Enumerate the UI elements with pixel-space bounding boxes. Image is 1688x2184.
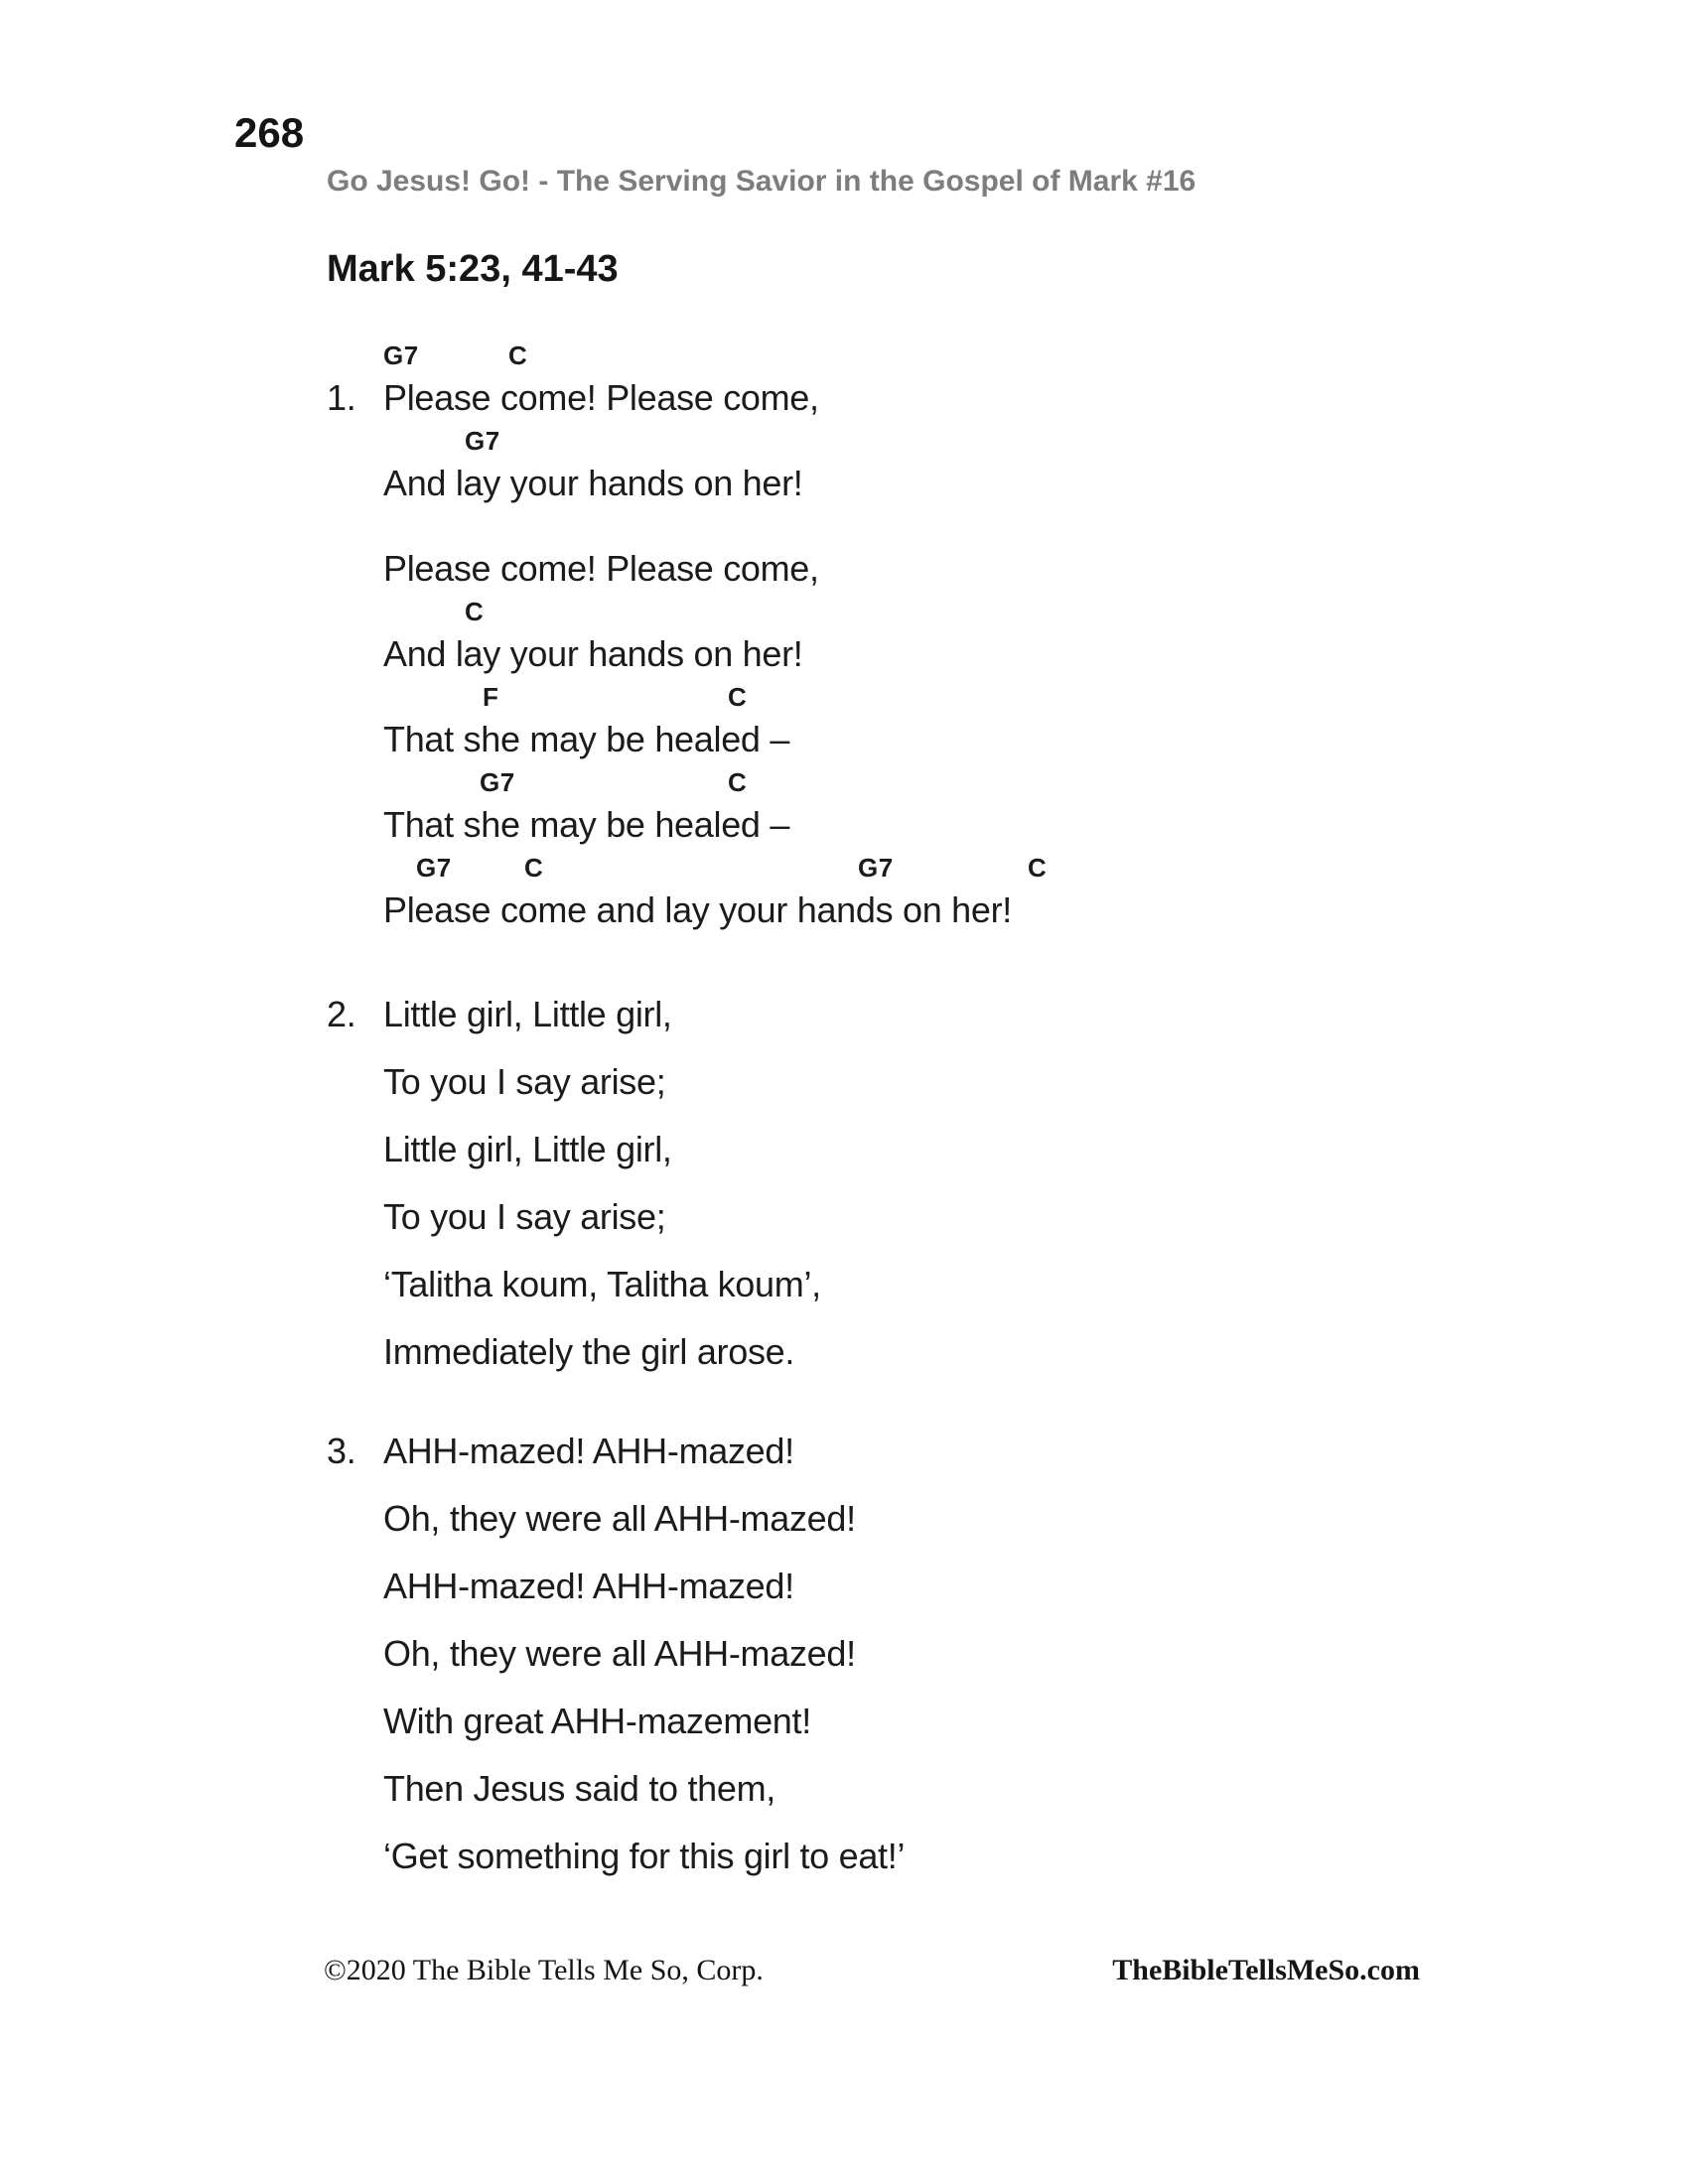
lyric-line: ‘Talitha koum, Talitha koum’,	[383, 1264, 821, 1304]
lyric-line: Please come! Please come,	[383, 548, 819, 589]
chord-row	[383, 338, 1525, 373]
verse-2	[327, 990, 1525, 1377]
lyric-line: And lay your hands on her!	[383, 463, 803, 503]
chord-row-empty	[383, 508, 1525, 544]
lyric-line: AHH-mazed! AHH-mazed!	[383, 1566, 794, 1606]
lyric-line: Oh, they were all AHH-mazed!	[383, 1633, 856, 1674]
lyric-text: AHH-mazed! AHH-mazed!	[383, 1431, 794, 1471]
lyric-line: That she may be healed –	[383, 719, 790, 759]
chord-g7: G7	[480, 767, 515, 797]
page-number: 268	[234, 109, 305, 156]
verse-3	[327, 1427, 1525, 1881]
lyric-line: Oh, they were all AHH-mazed!	[383, 1498, 856, 1539]
lyric-line: Please come and lay your hands on her!	[383, 889, 1012, 930]
lyric-text: Little girl, Little girl,	[383, 994, 672, 1034]
chord-row	[383, 850, 1525, 886]
chord-g7: G7	[383, 341, 419, 370]
lyric-line: And lay your hands on her!	[383, 633, 803, 674]
chord-row	[383, 594, 1525, 629]
line-group	[383, 679, 1525, 764]
chord-c: C	[524, 853, 544, 883]
chord-f: F	[483, 682, 499, 712]
chord-c: C	[1028, 853, 1048, 883]
chord-row	[383, 764, 1525, 800]
lyric-line: To you I say arise;	[383, 1196, 666, 1237]
line-group	[383, 423, 1525, 508]
lyric-line: That she may be healed –	[383, 804, 790, 845]
page-footer	[0, 1954, 1688, 1997]
lyric-line	[327, 990, 1525, 1039]
verse-number: 1.	[327, 377, 356, 418]
line-group	[383, 508, 1525, 594]
lyric-line: ‘Get something for this girl to eat!’	[383, 1836, 906, 1876]
verse-number: 2.	[327, 994, 356, 1034]
chord-c: C	[465, 597, 485, 626]
chord-row	[383, 423, 1525, 459]
song-subtitle: Go Jesus! Go! - The Serving Savior in the Gospel of Mark #16	[327, 165, 1196, 198]
song-body	[327, 338, 1525, 1899]
lyric-line: Then Jesus said to them,	[383, 1768, 776, 1809]
lyric-line: To you I say arise;	[383, 1061, 666, 1102]
verse-1	[327, 338, 1525, 935]
website-wordmark: TheBibleTellsMeSo.com	[1112, 1954, 1420, 1986]
chord-c: C	[728, 767, 748, 797]
lyric-line: Immediately the girl arose.	[383, 1331, 795, 1372]
scripture-reference-title: Mark 5:23, 41-43	[327, 248, 619, 290]
chord-g7: G7	[465, 426, 500, 456]
line-group	[383, 764, 1525, 850]
copyright-notice: ©2020 The Bible Tells Me So, Corp.	[324, 1954, 764, 1986]
chord-row	[383, 679, 1525, 715]
line-group	[383, 850, 1525, 935]
chord-c: C	[508, 341, 528, 370]
chord-c: C	[728, 682, 748, 712]
lyric-text: Please come! Please come,	[383, 377, 819, 418]
lyric-line	[327, 1427, 1525, 1476]
chord-g7: G7	[858, 853, 894, 883]
verse-number: 3.	[327, 1431, 356, 1471]
lyric-line: With great AHH-mazement!	[383, 1701, 811, 1741]
line-group	[383, 594, 1525, 679]
line-group	[327, 338, 1525, 423]
lyric-line	[327, 373, 1525, 423]
lyric-line: Little girl, Little girl,	[383, 1129, 672, 1169]
chord-g7: G7	[416, 853, 452, 883]
